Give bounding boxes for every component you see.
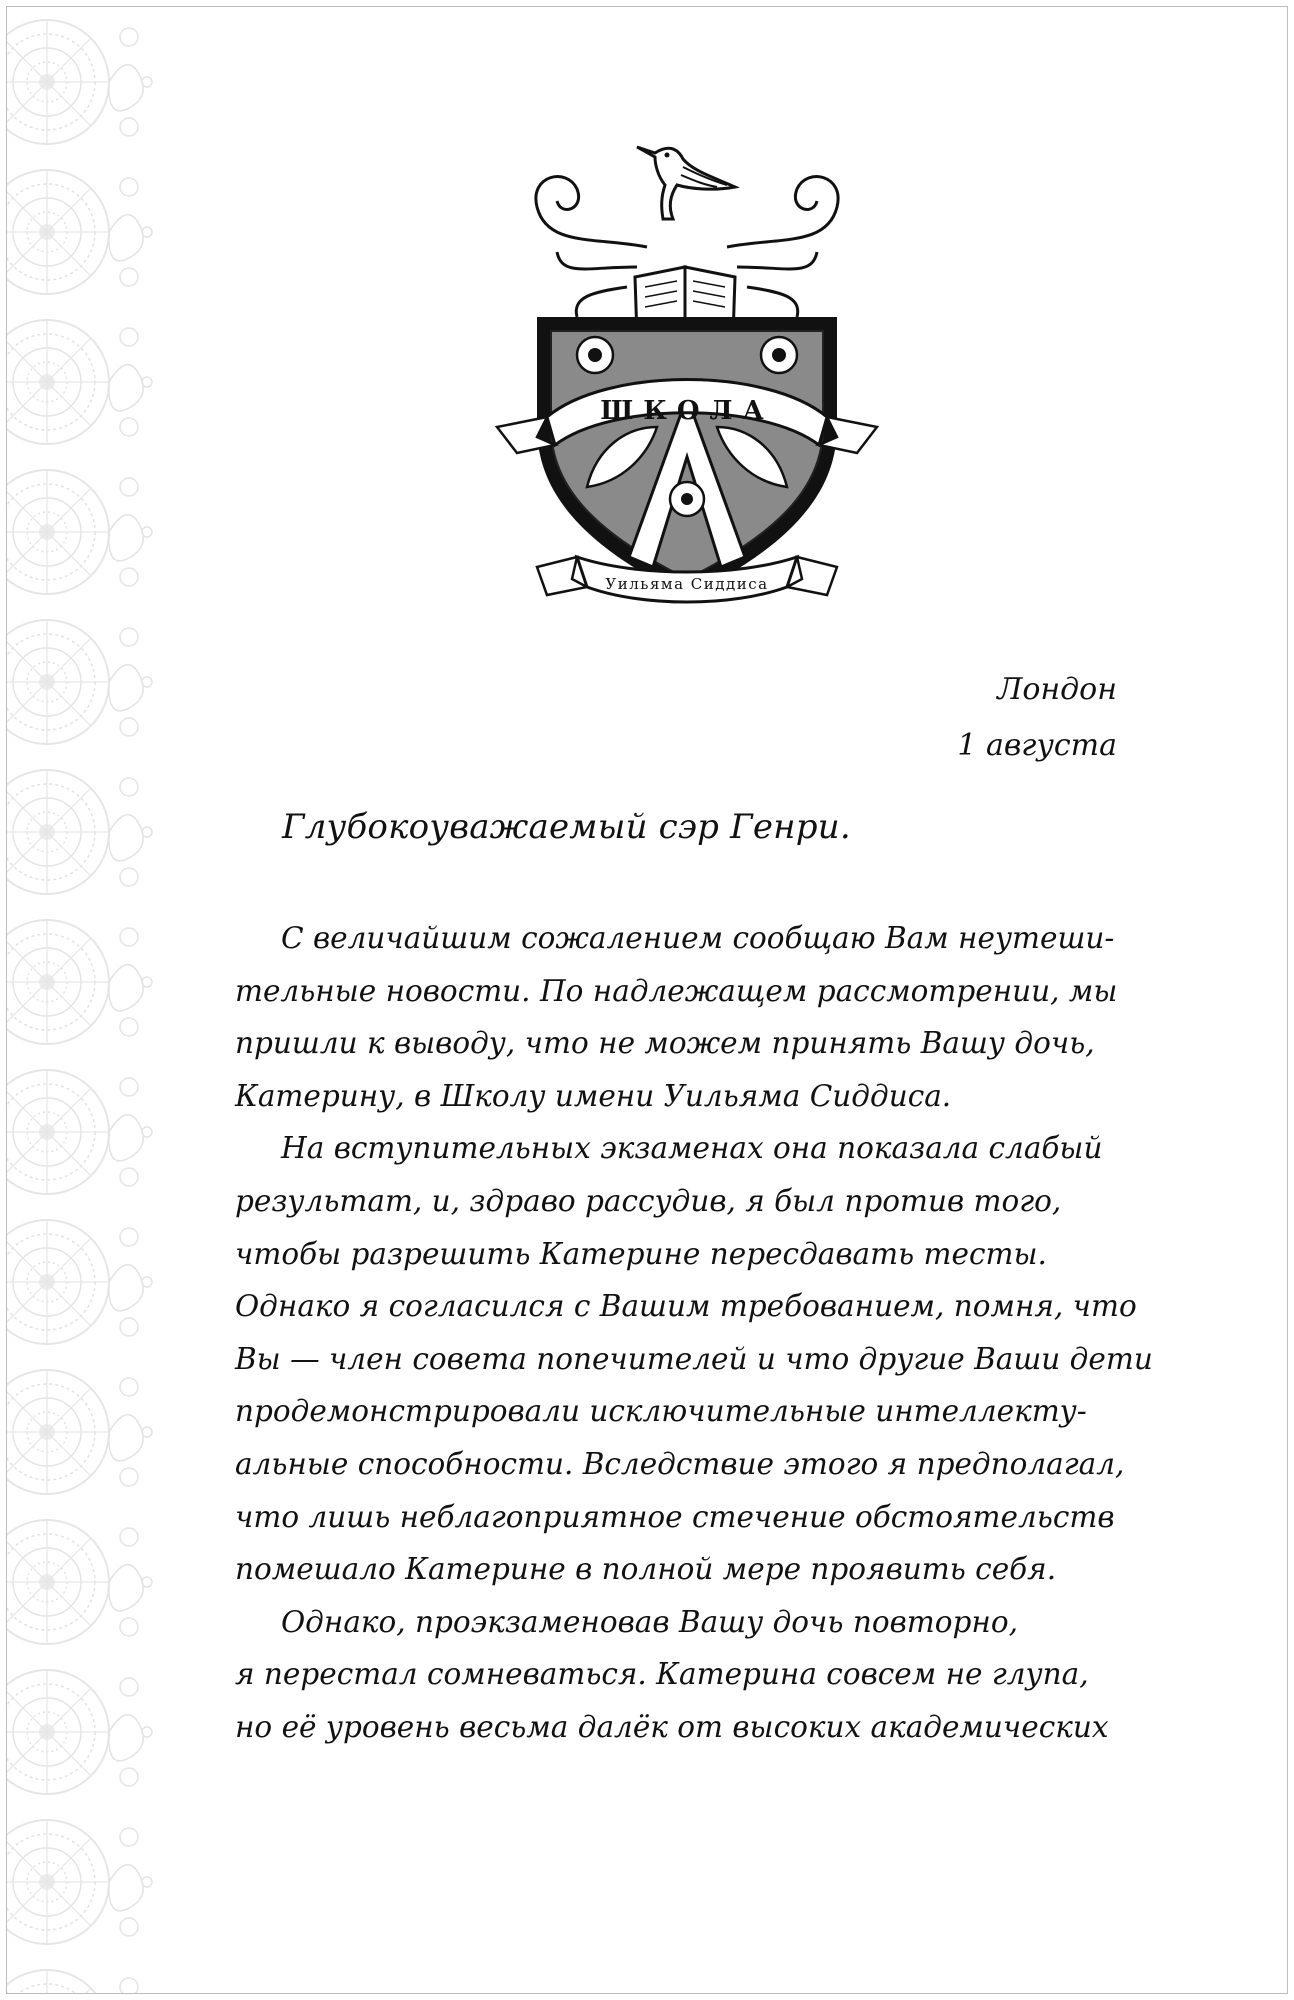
- banner-top-text: ШКОЛА: [600, 396, 774, 426]
- body-line: Катерину, в Школу имени Уильяма Сиддиса.: [235, 1078, 952, 1113]
- body-line: результат, и, здраво рассудив, я был против того,: [235, 1183, 1062, 1218]
- body-line: пришли к выводу, что не можем принять Вашу дочь,: [235, 1026, 1095, 1061]
- body-line: чтобы разрешить Катерине пересдавать тесты.: [235, 1236, 1047, 1271]
- body-line: Однако я согласился с Вашим требованием, помня, что: [235, 1289, 1137, 1324]
- rose-icon-right: [761, 337, 797, 373]
- rose-icon-center: [670, 482, 704, 516]
- body-line: продемонстрировали исключительные интеллекту-: [235, 1394, 1087, 1429]
- school-crest: [477, 127, 897, 607]
- body-line: альные способности. Вследствие этого я предполагал,: [235, 1446, 1125, 1481]
- body-line: тельные новости. По надлежащем рассмотрении, мы: [235, 973, 1118, 1008]
- bird-icon: [637, 147, 735, 219]
- body-line: помешало Катерине в полной мере проявить себя.: [235, 1552, 1057, 1587]
- lace-border-ornament: [7, 7, 182, 1993]
- dateline: [957, 662, 1117, 774]
- scroll-ornament-left: [536, 177, 647, 317]
- salutation: Глубокоуважаемый сэр Генри.: [282, 807, 851, 847]
- scroll-ornament-right: [727, 177, 838, 317]
- letter-body: [235, 912, 1153, 1754]
- body-line: я перестал сомневаться. Катерина совсем не глупа,: [235, 1657, 1089, 1692]
- body-line: Однако, проэкзаменовав Вашу дочь повторно,: [281, 1604, 1018, 1639]
- body-line: На вступительных экзаменах она показала слабый: [281, 1131, 1103, 1166]
- body-line: С величайшим сожалением сообщаю Вам неутеши-: [281, 921, 1115, 955]
- book-page: [6, 6, 1288, 1994]
- dateline-place: Лондон: [997, 672, 1117, 707]
- banner-bottom-text: Уильяма Сиддиса: [605, 575, 769, 593]
- body-line: но её уровень весьма далёк от высоких академических: [235, 1709, 1109, 1744]
- body-line: Вы — член совета попечителей и что другие Ваши дети: [235, 1341, 1153, 1376]
- body-line: что лишь неблагоприятное стечение обстоятельств: [235, 1499, 1115, 1534]
- dateline-date: 1 августа: [957, 728, 1117, 763]
- rose-icon-left: [577, 337, 613, 373]
